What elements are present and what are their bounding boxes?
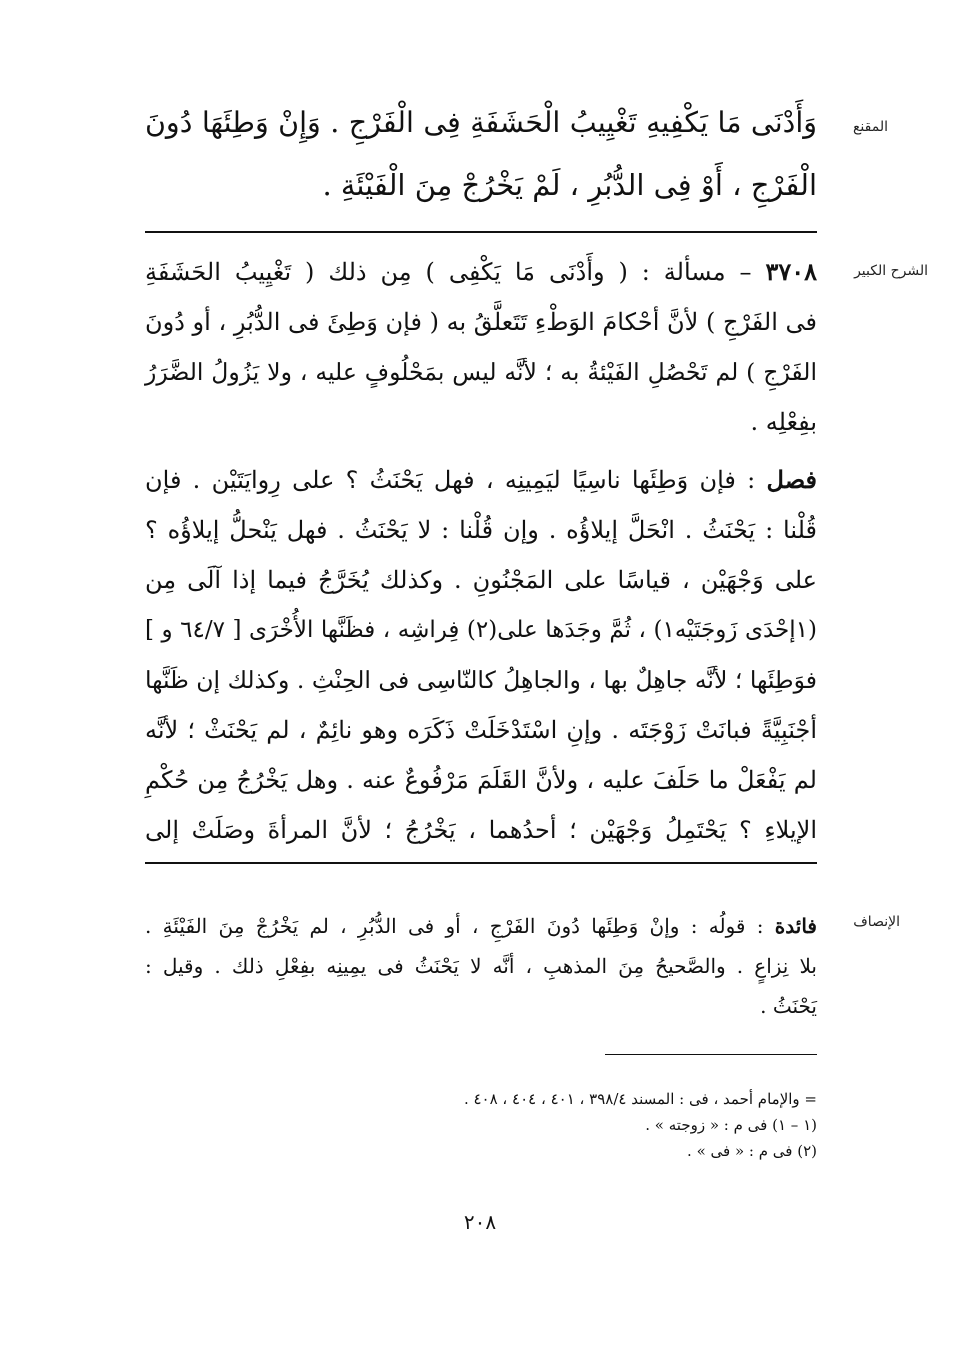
sharh-line: أجْنَبِيَّةً فبانَتْ زَوْجَتَه . وإنِ اسْتَدْخَلَتْ ذَكَرَه وهو نائِمٌ ، لم يَحْنَثْ ؛ لأنَّه: [145, 716, 817, 744]
muqni-line: وَأَدْنَى مَا يَكْفِيهِ تَغْيِيبُ الْحَشَفَةِ فِى الْفَرْجِ . وَإِنْ وَطِئَهَا دُونَ: [145, 106, 817, 139]
fasl-heading: فصل: [766, 465, 817, 494]
page-number: ٢٠٨: [463, 1210, 497, 1234]
sharh-line: بفِعْلِه .: [750, 408, 817, 436]
sharh-line: فوَطِئَها ؛ لأنَّه جاهِلٌ بها ، والجاهِلُ كالنّاسِى فى الحِنْثِ . وكذلك إن ظَنَّها: [145, 666, 817, 694]
footnotes: [360, 1086, 817, 1164]
sharh-line: (١إحْدَى زَوجَتَيْه١) ، ثُمَّ وجَدَها على(٢) فِراشِه ، فظَنَّها الأُخْرَى [ ٦٤/٧ و ]: [145, 617, 818, 643]
sharh-line: لم يَفْعَلْ ما حَلَفَ عليه ، ولأنَّ القَلَمَ مَرْفُوعٌ عنه . وهل يَخْرُجُ مِن حُكْمِ: [145, 766, 817, 794]
insaf-line: بلا نِزاعٍ . والصَّحيحُ مِنَ المذهبِ ، أنَّه لا يَحْنَثُ فى يمِينِه بفِعْلِ ذلك . وقيل :: [145, 954, 817, 978]
footnote-divider: [605, 1054, 817, 1055]
insaf-line: فائدة : قولُه : وإنْ وَطِئَها دُونَ الفَرْجِ ، أو فى الدُّبُرِ ، لم يَخْرُجْ مِنَ الفَيْئَةِ .: [145, 914, 817, 938]
sharh-line: على وَجْهَيْن ، قياسًا على المَجْنُونِ . وكذلك يُخَرَّجُ فيما إذا آلَى مِن: [145, 566, 817, 594]
insaf-margin-label: الإنصاف: [853, 914, 900, 930]
sharh-text-block: [145, 247, 817, 855]
insaf-line: يَحْنَثُ .: [760, 994, 817, 1018]
muqni-text-block: [145, 92, 817, 216]
sharh-line: الفَرْجِ ) لم تَحْصُلِ الفَيْئةُ به ؛ لأنَّه ليس بمَحْلُوفٍ عليه ، ولا يَزُولُ الضَّرَرُ: [145, 358, 817, 386]
issue-number: ٣٧٠٨: [765, 257, 817, 286]
sharh-line: فصل : فإن وَطِئَها ناسِيًا ليَمِينِه ، فهل يَحْنَثُ ؟ على رِوايَتَيْن . فإن: [145, 465, 817, 494]
section-divider: [145, 231, 817, 233]
faida-heading: فائدة: [774, 914, 817, 938]
muqni-line: الْفَرْجِ ، أَوْ فِى الدُّبُرِ ، لَمْ يَخْرُجْ مِنَ الْفَيْئَةِ .: [322, 168, 817, 202]
footnote-line: = والإمام أحمد ، فى : المسند ٣٩٨/٤ ، ٤٠١ ، ٤٠٤ ، ٤٠٨ .: [463, 1090, 817, 1108]
sharh-line: ٣٧٠٨ – مسألة : ( وأَدْنَى مَا يَكْفِى ) مِن ذلك ( تَغْيِيبُ الحَشَفَةِ: [145, 257, 817, 286]
sharh-margin-label: الشرح الكبير: [854, 263, 928, 279]
footnote-line: (١ – ١) فى م : « زوجته » .: [645, 1116, 817, 1134]
sharh-line: الإيلاءِ ؟ يَحْتَمِلُ وَجْهَيْن ؛ أحدُهما ، يَخْرُجُ ؛ لأنَّ المرأةَ وصَلَتْ إلى: [145, 816, 817, 844]
insaf-text-block: [145, 906, 817, 1026]
section-divider: [145, 862, 817, 864]
sharh-line: قُلْنا : يَحْنَثُ . انْحَلَّ إيلاؤُه . وإن قُلْنا : لا يَحْنَثُ . فهل يَنْحلُّ إيلاؤُه ؟: [145, 516, 817, 544]
sharh-line: فى الفَرْجِ ) لأنَّ أحْكامَ الوَطْءِ تَتَعلَّقُ به ( فإن وَطِئَ فى الدُّبُرِ ، أو دُونَ: [145, 308, 817, 336]
footnote-line: (٢) فى م : « فى » .: [687, 1142, 817, 1160]
muqni-margin-label: المقنع: [852, 119, 888, 135]
